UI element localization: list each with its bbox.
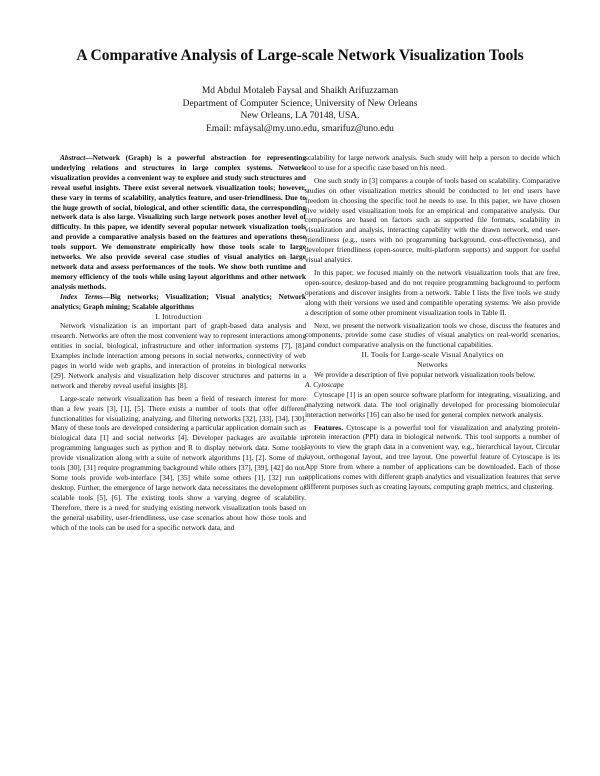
index-terms	[51, 292, 306, 312]
section-heading-introduction: I. Introduction	[155, 311, 202, 321]
features-text: Cytoscape is a powerful tool for visualization and analyzing protein-protein interaction (PPI) data in biological network. This tool supports a number of layouts to view the graph data in a convenient way, e.g., hierarchical layout, Circular layout, orthogonal layout, and tree layout. One powerful feature of Cytoscape is its App Store from where a number of applications can be downloaded. Each of those applications comes with different graph analytics and visualization features that serve different purposes such as creating layouts, computing graph metrics, and clustering.	[305, 422, 560, 491]
cytoscape-features-paragraph	[305, 423, 560, 492]
subsection-heading-cytoscape: A. Cytoscape	[305, 379, 344, 389]
abstract	[51, 153, 306, 292]
intro-paragraph-5: In this paper, we focused mainly on the network visualization tools that are free, open-source, desktop-based and do not require programming background to perform operations and discover insights from a network. Table I lists the five tools we study along with their versions we used and compatible operating systems. We also provide a description of some other prominent visualization tools in Table II.	[305, 267, 560, 317]
left-column	[51, 153, 306, 532]
index-terms-text: —Big networks; Visualization; Visual analytics; Network analytics; Graph mining; Scalable algorithms	[51, 291, 306, 311]
paper-title: A Comparative Analysis of Large-scale Network Visualization Tools	[76, 47, 524, 64]
author-block	[0, 85, 600, 135]
intro-paragraph-6: Next, we present the network visualization tools we chose, discuss the features and components, provide some case studies of visual analytics on real-world scenarios, and conduct comparative analysis on the functional capabilities.	[305, 320, 560, 350]
intro-paragraph-2: Large-scale network visualization has been a field of research interest for more than a few years [3], [1], [5]. There exists a number of tools that offer different functionalities for visualizing, analyzing, and filtering networks [32], [33], [34], [30]. Many of these tools are developed considering a particular application domain such as biological data [1] and social networks [4]. Developer packages are available in programming languages such as python and R to display network data. Some tools provide visualization along with a suite of network algorithms [1], [2]. Some of the tools [30], [31] require programming background while others [37], [39], [42] do not. Some tools provide web-interface [34], [35] while some others [1], [32] run on desktop. Further, the emergence of large network data necessitates the development of scalable tools [5], [6]. The existing tools show a varying degree of scalability. Therefore, there is a need for studying existing network visualization tools based on the general usability, user-friendliness, use case scenarios about how those tools and which of the tools can be used for a specific network data, and	[51, 393, 306, 532]
author-email: Email: mfaysal@my.uno.edu, smarifuz@uno.edu	[206, 123, 394, 134]
right-column	[305, 153, 560, 492]
section-heading-tools	[305, 350, 560, 370]
author-address: New Orleans, LA 70148, USA.	[240, 111, 360, 122]
intro-paragraph-3: scalability for large network analysis. Such study will help a person to decide which tool to use for a specific case based on his need.	[305, 153, 560, 172]
index-terms-label: Index Terms	[60, 291, 103, 301]
cytoscape-intro-paragraph: Cytoscape [1] is an open source software platform for integrating, visualizing, and analyzing network data. The tool originally developed for processing biomolecular interaction networks [16] can also be used for general complex network analysis.	[305, 389, 560, 419]
author-department: Department of Computer Science, University of New Orleans	[182, 98, 418, 109]
author-names: Md Abdul Motaleb Faysal and Shaikh Arifuzzaman	[201, 86, 399, 96]
abstract-text: —Network (Graph) is a powerful abstraction for representing underlying relations and structures in large complex systems. Network visualization provides a convenient way to explore and study such structures and reveal useful insights. There exist several network visualization tools; however, these vary in terms of scalability, analytics feature, and user-friendliness. Due to the huge growth of social, biological, and other scientific data, the corresponding network data is also large. Visualizing such large network poses another level of difficulty. In this paper, we identify several popular network visualization tools and provide a comparative analysis based on the features and operations these tools support. We demonstrate empirically how those tools scale to large networks. We also provide several case studies of visual analytics on large network data and assess performances of the tools. We show both runtime and memory efficiency of the tools while using layout algorithms and other network analysis methods.	[51, 153, 306, 291]
features-label: Features.	[314, 422, 344, 432]
intro-paragraph-4: One such study in [3] compares a couple of tools based on scalability. Comparative studies on other visualization metrics should be conducted to let end users have freedom in choosing the specific tool he needs to use. In this paper, we have chosen five widely used visualization tools for an empirical and comparative analysis. Our comparisons are based on factors such as supported file formats, scalability in visualization and analysis, interacting capability with the drawn network, end user-friendliness (e.g., users with no programming background, cost-effectiveness), and developer friendliness (open-source, multi-platform supports) and support for useful visual analytics.	[305, 175, 560, 265]
section-heading-tools-line2: Networks	[417, 360, 448, 370]
intro-paragraph-1: Network visualization is an important part of graph-based data analysis and research. Networks are often the most convenient way to represent interactions among entities in social, biological, infrastructure and other information systems [7], [8]. Examples include interaction among persons in social networks, connectivity of web pages in world wide web graphs, and interaction of proteins in biological networks [29]. Network analysis and visualization help discover structures and patterns in a network and thereby reveal useful insights [8].	[51, 321, 306, 390]
section-heading-tools-line1: II. Tools for Large-scale Visual Analytics on	[361, 350, 504, 360]
abstract-label: Abstract	[60, 153, 86, 162]
tools-intro-paragraph: We provide a description of five popular network visualization tools below.	[314, 370, 536, 380]
